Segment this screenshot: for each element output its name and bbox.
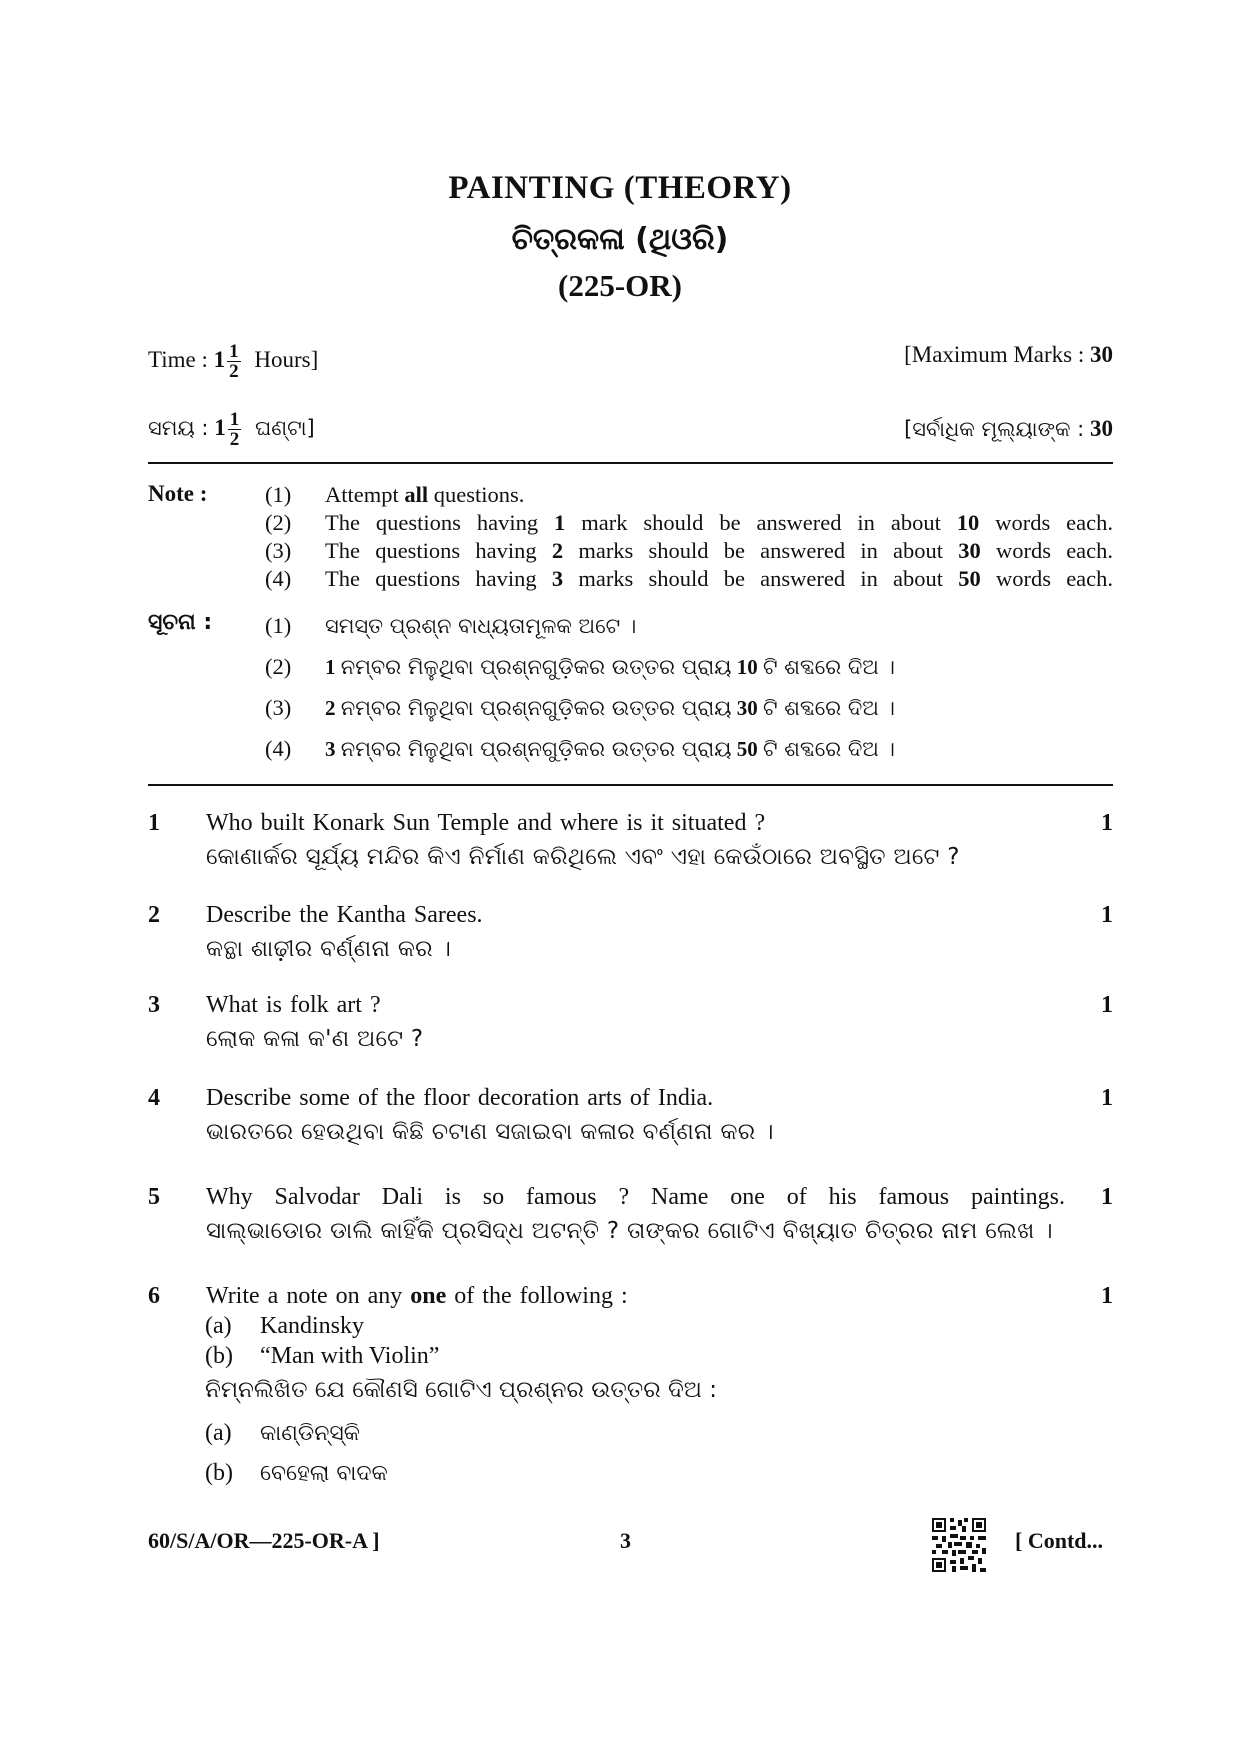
- page-number: 3: [620, 1528, 631, 1553]
- time-odia: ସମୟ : 1 $\frac{1}{2}$ ଘଣ୍ଟା]: [148, 409, 315, 450]
- max-marks-odia: [ସର୍ବାଧିକ ମୂଲ୍ୟାଙ୍କ : 30: [904, 416, 1113, 441]
- question-4: 4 Describe some of the floor decoration arts of India. 1 ଭାରତରେ ହେଉଥିବା କିଛି ଚଟାଣ ସଜାଇବା କଳାର ବର୍ଣ୍ଣନା କର ।: [148, 1085, 1113, 1145]
- title-odia: ଚିତ୍ରକଳା (ଥିଓରି): [511, 222, 729, 257]
- time-fraction: $\frac{1}{2}$: [229, 341, 239, 382]
- paper-code: 60/S/A/OR—225-OR-A ]: [148, 1528, 380, 1553]
- note-label: Note :: [148, 481, 208, 506]
- question-1: 1 Who built Konark Sun Temple and where is it situated ? 1 କୋଣାର୍କର ସୂର୍ଯ୍ୟ ମନ୍ଦିର କିଏ ନିର୍ମାଣ କରିଥିଲେ ଏବଂ ଏହା କେଉଁଠାରେ ଅବସ୍ଥିତ ଅଟେ ?: [148, 810, 1113, 870]
- q6-option-b: (b) “Man with Violin”: [205, 1343, 440, 1369]
- note-label-odia: ସୂଚନା :: [148, 610, 213, 635]
- divider: [148, 462, 1113, 464]
- exam-page: PAINTING (THEORY) ଚିତ୍ରକଳା (ଥିଓରି) (225-OR) Time : 1 $\frac{1}{2}$ Hours] [Maximum Marks : 30 ସମୟ : 1 $\frac{1}{2}$ ଘଣ୍ଟା] [ସର୍ବାଧିକ ମୂଲ୍ୟାଙ୍କ : 30 Note : (1) Attempt all questions. (2) The questions having 1 mark should be answered in about 10 words each. (3) The questions having 2 marks should be answered in about 30 words each. (4) The questions having 3 marks should be answered in about 50 words each. ସୂଚନା : (1) ସମସ୍ତ ପ୍ରଶ୍ନ ବାଧ୍ୟତାମୂଳକ ଅଟେ । (2) 1 ନମ୍ବର ମିଳୁଥିବା ପ୍ରଶ୍ନଗୁଡ଼ିକର ଉତ୍ତର ପ୍ରାୟ 10 ଟି ଶବ୍ଦରେ ଦିଅ । (3) 2 ନମ୍ବର ମିଳୁଥିବା ପ୍ରଶ୍ନଗୁଡ଼ିକର ଉତ୍ତର ପ୍ରାୟ 30 ଟି ଶବ୍ଦରେ ଦିଅ । (4) 3 ନମ୍ବର ମିଳୁଥିବା ପ୍ରଶ୍ନଗୁଡ଼ିକର ଉତ୍ତର ପ୍ରାୟ 50 ଟି ଶବ୍ଦରେ ଦିଅ । 1 Who built Konark Sun Temple and where is it situated ? 1 କୋଣାର୍କର ସୂର୍ଯ୍ୟ ମନ୍ଦିର କିଏ ନିର୍ମାଣ କରିଥିଲେ ଏବଂ ଏହା କେଉଁଠାରେ ଅବସ୍ଥିତ ଅଟେ ? 2 Describe the Kantha Sarees. 1 କନ୍ଥା ଶାଢ଼ୀର ବର୍ଣ୍ଣନା କର । 3 What is folk art ? 1 ଲୋକ କଳା କ'ଣ ଅଟେ ? 4 Describe some of the floor decoration arts of India. 1 ଭାରତରେ ହେଉଥିବା କିଛି ଚଟାଣ ସଜାଇବା କଳାର ବର୍ଣ୍ଣନା କର । 5 Why Salvodar Dali is so famous ? Name one of his famous paintings. 1 ସାଲ୍‌ଭାଡୋର ଡାଲି କାହିଁକି ପ୍ରସିଦ୍ଧ ଅଟନ୍ତି ? ତାଙ୍କର ଗୋଟିଏ ବିଖ୍ୟାତ ଚିତ୍ରର ନାମ ଲେଖ । 6 Write a note on any one of the following : 1 (a) Kandinsky (b) “Man with Violin” ନିମ୍ନଲିଖିତ ଯେ କୌଣସି ଗୋଟିଏ ପ୍ରଶ୍ନର ଉତ୍ତର ଦିଅ : (a) କାଣ୍ଡିନ୍‌ସ୍କି (b) ବେହେଲା ବାଦକ 60/S/A/OR—225-OR-A ] 3 [ Contd...: [0, 0, 1240, 1753]
- q6-odia-prompt: ନିମ୍ନଲିଖିତ ଯେ କୌଣସି ଗୋଟିଏ ପ୍ରଶ୍ନର ଉତ୍ତର ଦିଅ :: [205, 1377, 718, 1403]
- time-marks-row-odia: [148, 410, 1113, 460]
- question-2: 2 Describe the Kantha Sarees. 1 କନ୍ଥା ଶାଢ଼ୀର ବର୍ଣ୍ଣନା କର ।: [148, 902, 1113, 962]
- time-english: Time : 1 $\frac{1}{2}$ Hours]: [148, 341, 319, 382]
- question-3: 3 What is folk art ? 1 ଲୋକ କଳା କ'ଣ ଅଟେ ?: [148, 992, 1113, 1052]
- question-5: 5 Why Salvodar Dali is so famous ? Name one of his famous paintings. 1 ସାଲ୍‌ଭାଡୋର ଡାଲି କାହିଁକି ପ୍ରସିଦ୍ଧ ଅଟନ୍ତି ? ତାଙ୍କର ଗୋଟିଏ ବିଖ୍ୟାତ ଚିତ୍ରର ନାମ ଲେଖ ।: [148, 1184, 1113, 1244]
- continued-label: [ Contd...: [1015, 1528, 1104, 1553]
- question-6: 6 Write a note on any one of the following : 1: [148, 1283, 1113, 1309]
- max-marks-english: [Maximum Marks : 30: [904, 342, 1113, 367]
- divider: [148, 784, 1113, 786]
- q6-option-odia-b: (b) ବେହେଲା ବାଦକ: [205, 1460, 388, 1486]
- q6-option-a: (a) Kandinsky: [205, 1313, 364, 1339]
- time-marks-row-english: [148, 342, 1113, 392]
- qr-code-icon: [932, 1518, 986, 1572]
- title-english: PAINTING (THEORY): [448, 170, 792, 206]
- subject-code: (225-OR): [558, 268, 682, 303]
- q6-option-odia-a: (a) କାଣ୍ଡିନ୍‌ସ୍କି: [205, 1420, 360, 1446]
